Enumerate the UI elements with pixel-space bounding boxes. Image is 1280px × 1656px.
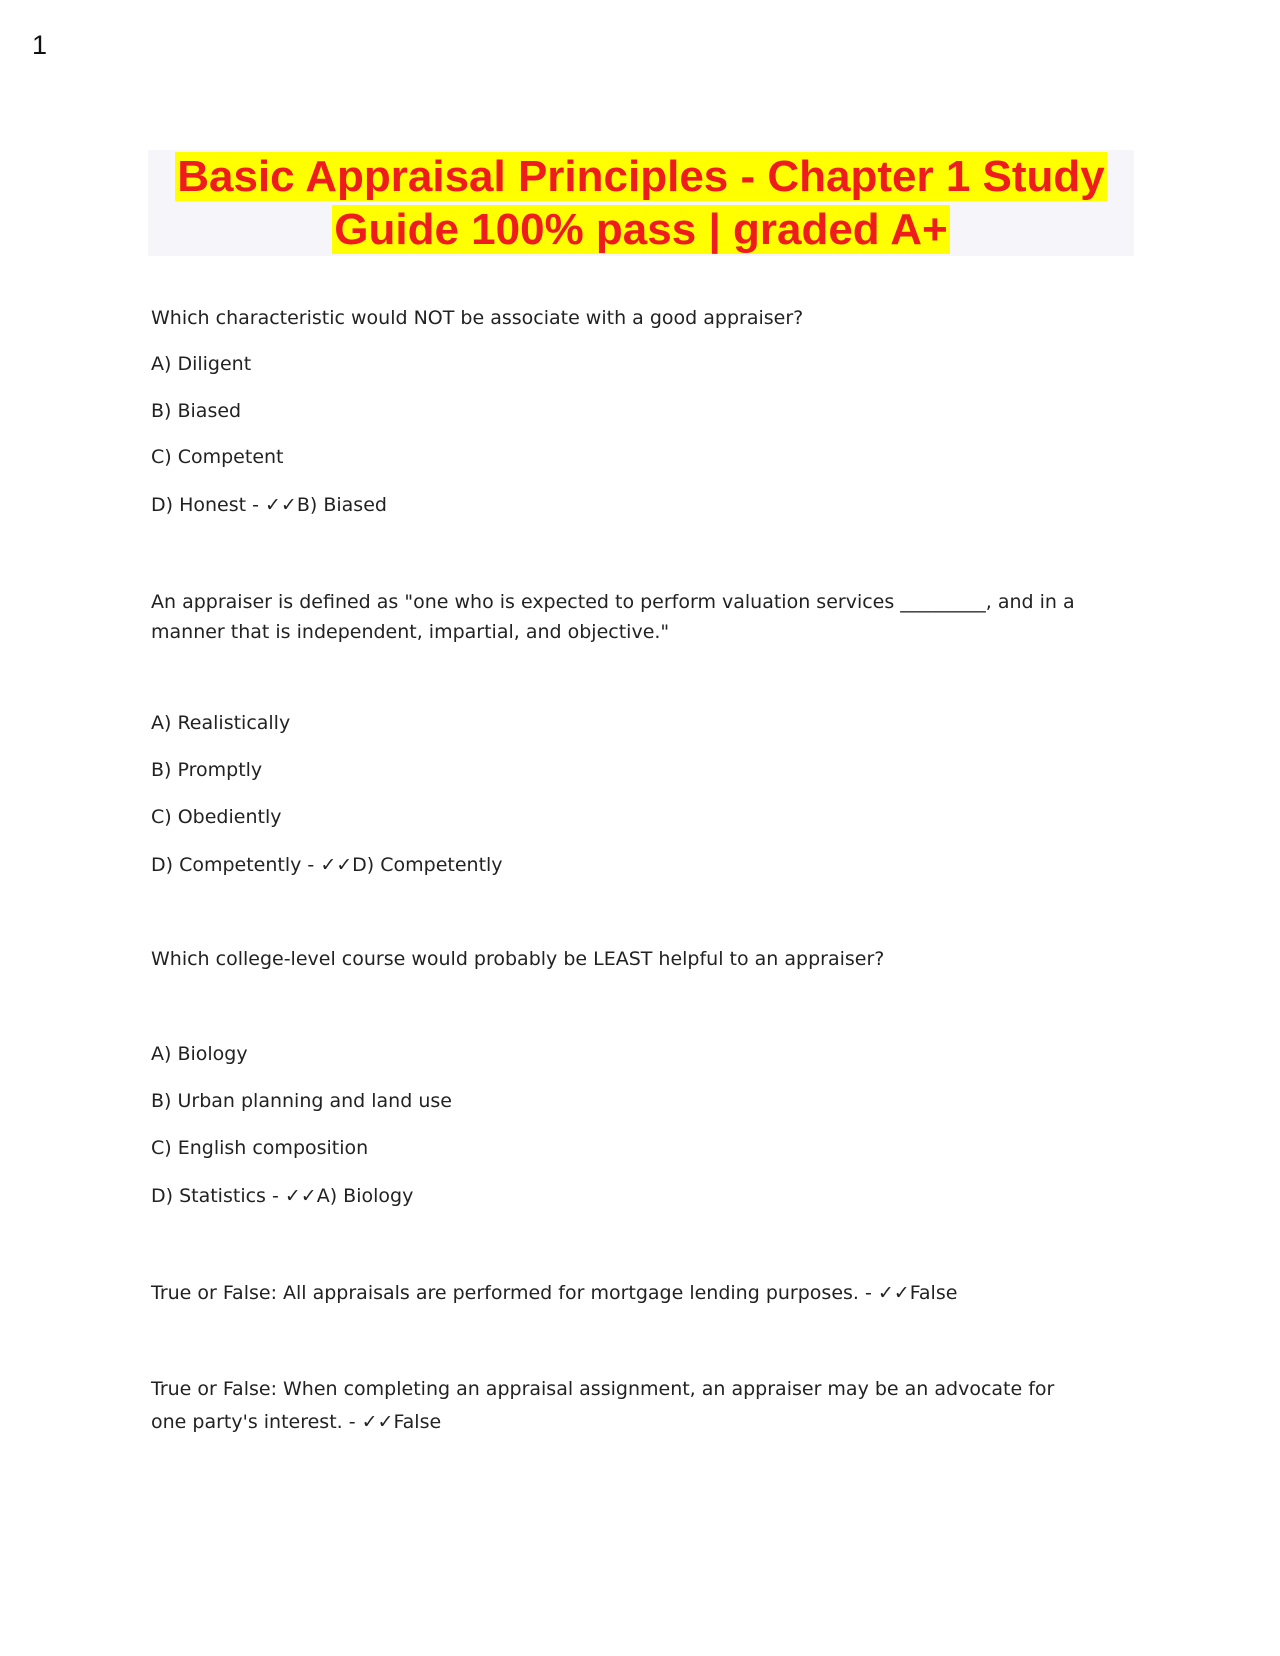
question-3-option-c: C) English composition bbox=[151, 1137, 369, 1159]
question-4-prompt: True or False: All appraisals are performed for mortgage lending purposes. - ✓✓False bbox=[151, 1282, 958, 1304]
document-title bbox=[148, 150, 1134, 256]
question-2-option-a: A) Realistically bbox=[151, 712, 291, 734]
title-line-1: Basic Appraisal Principles - Chapter 1 Study bbox=[177, 152, 1105, 201]
question-2-option-c: C) Obediently bbox=[151, 806, 282, 828]
question-1-option-b: B) Biased bbox=[151, 400, 242, 422]
question-3-option-a: A) Biology bbox=[151, 1043, 248, 1065]
question-1-option-c: C) Competent bbox=[151, 446, 284, 468]
question-2-answer: D) Competently - ✓✓D) Competently bbox=[151, 854, 503, 876]
question-3-prompt: Which college-level course would probably be LEAST helpful to an appraiser? bbox=[151, 948, 885, 970]
page-number: 1 bbox=[32, 30, 48, 60]
question-5-prompt: True or False: When completing an appraisal assignment, an appraiser may be an advocate for one party's interest. - ✓✓False bbox=[151, 1378, 1055, 1433]
question-2-prompt: An appraiser is defined as "one who is expected to perform valuation services _________, and in a manner that is independent, impartial, and objective." bbox=[151, 591, 1075, 643]
question-1-option-a: A) Diligent bbox=[151, 353, 252, 375]
question-1-answer: D) Honest - ✓✓B) Biased bbox=[151, 494, 387, 516]
question-3-option-b: B) Urban planning and land use bbox=[151, 1090, 452, 1112]
title-line-2: Guide 100% pass | graded A+ bbox=[334, 205, 948, 254]
question-1-prompt: Which characteristic would NOT be associate with a good appraiser? bbox=[151, 307, 804, 329]
question-3-answer: D) Statistics - ✓✓A) Biology bbox=[151, 1185, 414, 1207]
question-2-option-b: B) Promptly bbox=[151, 759, 263, 781]
